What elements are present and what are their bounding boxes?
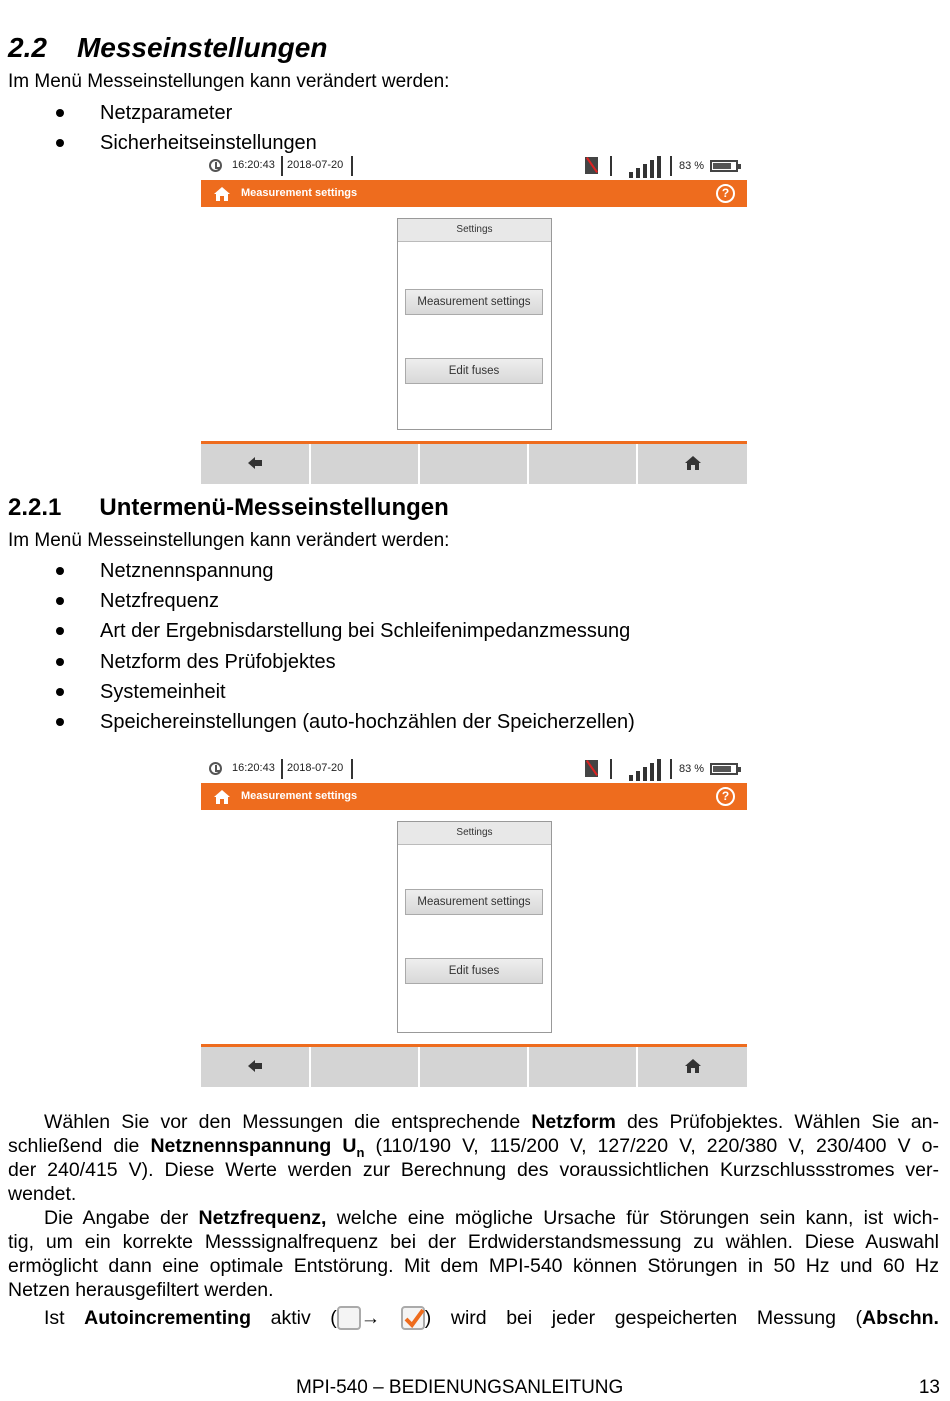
home-icon <box>684 455 702 471</box>
device-screenshot <box>201 154 747 484</box>
paragraph-autoincrementing: Ist Autoincrementing aktiv ( → ) wird bei jeder gespeicherten Messung (Abschn. <box>8 1304 939 1332</box>
toolbar-button-empty[interactable] <box>420 1047 529 1087</box>
toolbar-button-empty[interactable] <box>420 444 529 484</box>
term-netznennspannung: Netznennspannung $U_n$ <box>150 1135 365 1160</box>
bullet-icon <box>56 139 64 147</box>
paragraph-netzfrequenz: Die Angabe der Netzfrequenz, welche eine mögliche Ursache für Störungen sein kann, ist wich- tig, um ein korrekte Messsignalfrequenz bei der Erdwiderstandsmessung zu wählen. Diese Auswahl ermöglicht dann eine optimale Entstörung. Mit dem MPI-540 können Störungen in 50 Hz und 60 Hz Netzen herausgefiltert werden. <box>8 1207 939 1301</box>
settings-dialog <box>397 218 552 430</box>
back-arrow-icon <box>247 1059 263 1073</box>
status-date: 2018-07-20 <box>287 159 344 171</box>
section-bullet-list <box>0 98 317 158</box>
clock-icon <box>209 762 222 775</box>
list-item: Systemeinheit <box>0 677 635 707</box>
bullet-icon <box>56 658 64 666</box>
signal-strength-icon <box>629 156 661 178</box>
screen-header <box>201 783 747 810</box>
term-netzform: Netzform <box>531 1111 616 1133</box>
back-arrow-icon <box>247 456 263 470</box>
status-time: 16:20:43 <box>232 762 275 774</box>
list-item: Art der Ergebnisdarstellung bei Schleifenimpedanzmessung <box>0 616 635 646</box>
term-autoincrementing: Autoincrementing <box>84 1307 252 1329</box>
edit-fuses-button[interactable]: Edit fuses <box>405 358 543 384</box>
page-number: 13 <box>918 1377 940 1398</box>
screen-title: Measurement settings <box>241 790 358 802</box>
section-title: Messeinstellungen <box>76 32 328 63</box>
section-number: 2.2 <box>8 32 47 63</box>
status-time: 16:20:43 <box>232 159 275 171</box>
list-item: Netznennspannung <box>0 556 635 586</box>
measurement-settings-button[interactable]: Measurement settings <box>405 289 543 315</box>
dialog-title: Settings <box>398 822 551 845</box>
back-button[interactable] <box>201 444 311 484</box>
subsection-intro: Im Menü Messeinstellungen kann verändert werden: <box>8 530 450 551</box>
home-icon[interactable] <box>213 789 231 805</box>
list-item: Netzparameter <box>0 98 317 128</box>
home-button[interactable] <box>638 444 747 484</box>
clock-icon <box>209 159 222 172</box>
subsection-title: Untermenü-Messeinstellungen <box>99 494 449 521</box>
list-item: Speichereinstellungen (auto-hochzählen der Speicherzellen) <box>0 707 635 737</box>
term-netzfrequenz: Netzfrequenz, <box>198 1207 327 1229</box>
home-icon[interactable] <box>213 186 231 202</box>
battery-icon <box>710 763 738 775</box>
paragraph-netzform: Wählen Sie vor den Messungen die entsprechende Netzform des Prüfobjektes. Wählen Sie an- schließend die Netznennspannung $U_n$ (110/190 V, 115/200 V, 127/220 V, 220/380 V, 230/400 V o- der 240/415 V). Diese Werte werden zur Berechnung des voraussichtlichen Kurzschlussstromes ver- wendet. <box>8 1111 939 1205</box>
status-divider <box>281 759 283 779</box>
bottom-toolbar <box>201 1044 747 1087</box>
toolbar-button-empty[interactable] <box>529 444 638 484</box>
toolbar-button-empty[interactable] <box>311 444 420 484</box>
help-icon[interactable]: ? <box>716 787 735 806</box>
checkbox-checked-icon <box>401 1306 425 1330</box>
back-button[interactable] <box>201 1047 311 1087</box>
bullet-icon <box>56 688 64 696</box>
status-bar <box>201 154 747 180</box>
status-divider <box>610 156 612 176</box>
status-divider <box>670 156 672 176</box>
status-divider <box>351 759 353 779</box>
subsection-bullet-list <box>0 556 635 737</box>
memory-card-missing-icon <box>585 157 598 174</box>
dialog-title: Settings <box>398 219 551 242</box>
signal-strength-icon <box>629 759 661 781</box>
screen-title: Measurement settings <box>241 187 358 199</box>
section-heading <box>8 32 327 64</box>
settings-dialog <box>397 821 552 1033</box>
bullet-icon <box>56 718 64 726</box>
toolbar-button-empty[interactable] <box>311 1047 420 1087</box>
bottom-toolbar <box>201 441 747 484</box>
list-item: Sicherheitseinstellungen <box>0 128 317 158</box>
battery-icon <box>710 160 738 172</box>
home-icon <box>684 1058 702 1074</box>
list-item: Netzform des Prüfobjektes <box>0 647 635 677</box>
device-screenshot <box>201 757 747 1087</box>
battery-percent: 83 % <box>679 763 705 775</box>
help-icon[interactable]: ? <box>716 184 735 203</box>
status-bar <box>201 757 747 783</box>
bullet-icon <box>56 567 64 575</box>
footer-title: MPI-540 – BEDIENUNGSANLEITUNG <box>296 1377 624 1398</box>
status-divider <box>351 156 353 176</box>
home-button[interactable] <box>638 1047 747 1087</box>
battery-percent: 83 % <box>679 160 705 172</box>
toolbar-button-empty[interactable] <box>529 1047 638 1087</box>
checkbox-unchecked-icon <box>337 1306 361 1330</box>
list-item: Netzfrequenz <box>0 586 635 616</box>
status-divider <box>610 759 612 779</box>
bullet-icon <box>56 627 64 635</box>
section-intro: Im Menü Messeinstellungen kann verändert werden: <box>8 71 450 92</box>
memory-card-missing-icon <box>585 760 598 777</box>
arrow-right-icon: → <box>360 1307 381 1329</box>
measurement-settings-button[interactable]: Measurement settings <box>405 889 543 915</box>
screen-header <box>201 180 747 207</box>
bullet-icon <box>56 109 64 117</box>
status-divider <box>281 156 283 176</box>
edit-fuses-button[interactable]: Edit fuses <box>405 958 543 984</box>
status-date: 2018-07-20 <box>287 762 344 774</box>
subsection-heading <box>8 494 449 522</box>
subsection-number: 2.2.1 <box>8 494 62 521</box>
status-divider <box>670 759 672 779</box>
bullet-icon <box>56 597 64 605</box>
